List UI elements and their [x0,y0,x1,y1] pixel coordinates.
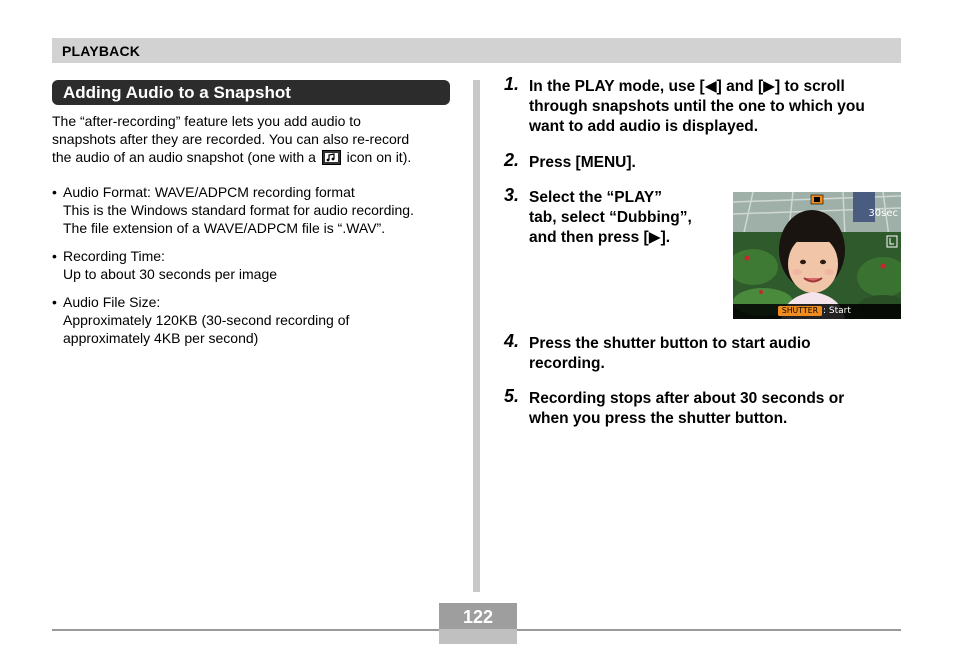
bullet-recording-time [52,247,452,283]
step-line: recording. [529,355,605,372]
bullet-marker: • [52,248,57,264]
intro-line: The “after-recording” feature lets you add audio to [52,113,361,129]
bullet-line: Audio Format: WAVE/ADPCM recording format [63,184,355,200]
step-number: 4. [504,331,520,351]
step-line: Press the shutter button to start audio [529,335,811,352]
bullet-marker: • [52,184,57,200]
step-number: 3. [504,185,520,205]
intro-line: snapshots after they are recorded. You can also re-record [52,131,410,147]
step-line: through snapshots until the one to which you [529,98,865,115]
bullet-line: Recording Time: [63,248,165,264]
bullet-line: approximately 4KB per second) [63,330,259,346]
bullet-line: This is the Windows standard format for audio recording. [63,202,414,218]
bullet-marker: • [52,294,57,310]
bullet-line: Up to about 30 seconds per image [63,266,278,282]
shutter-badge: SHUTTER [781,306,819,315]
step-line: want to add audio is displayed. [529,118,759,135]
intro-text: the audio of an audio snapshot (one with a [52,149,316,165]
page-number-box [439,603,517,644]
intro-line [52,148,452,166]
section-title: Adding Audio to a Snapshot [63,83,291,102]
step-line: and then press [▶]. [529,229,671,246]
intro-paragraph [52,112,452,166]
header-band [52,38,901,63]
step-number: 1. [504,74,520,94]
bullet-line: Approximately 120KB (30-second recording of [63,312,350,328]
step-3 [504,185,692,248]
recording-time-readout: 30sec [868,208,898,219]
audio-snapshot-icon [322,150,341,165]
step-4 [504,331,811,374]
page-number: 122 [462,607,494,627]
camera-screen-photo [733,192,901,319]
step-5 [504,386,845,429]
step-line: Press [MENU]. [529,154,636,171]
header-title: PLAYBACK [62,43,141,59]
step-line: Recording stops after about 30 seconds or [529,390,845,407]
step-line: when you press the shutter button. [529,410,788,427]
intro-text: icon on it). [346,149,412,165]
step-line: tab, select “Dubbing”, [529,209,692,226]
bullet-audio-format [52,183,452,237]
bullet-line: Audio File Size: [63,294,161,310]
bullet-line: The file extension of a WAVE/ADPCM file is “.WAV”. [63,220,386,236]
step-number: 5. [504,386,520,406]
section-title-bar [52,80,450,105]
step-2 [504,150,636,173]
start-action-label: : Start [823,306,851,316]
bullet-audio-file-size [52,293,452,347]
step-line: In the PLAY mode, use [◀] and [▶] to scroll [529,78,845,95]
column-divider [473,80,480,592]
step-1 [504,74,865,137]
step-line: Select the “PLAY” [529,189,662,206]
step-number: 2. [504,150,520,170]
